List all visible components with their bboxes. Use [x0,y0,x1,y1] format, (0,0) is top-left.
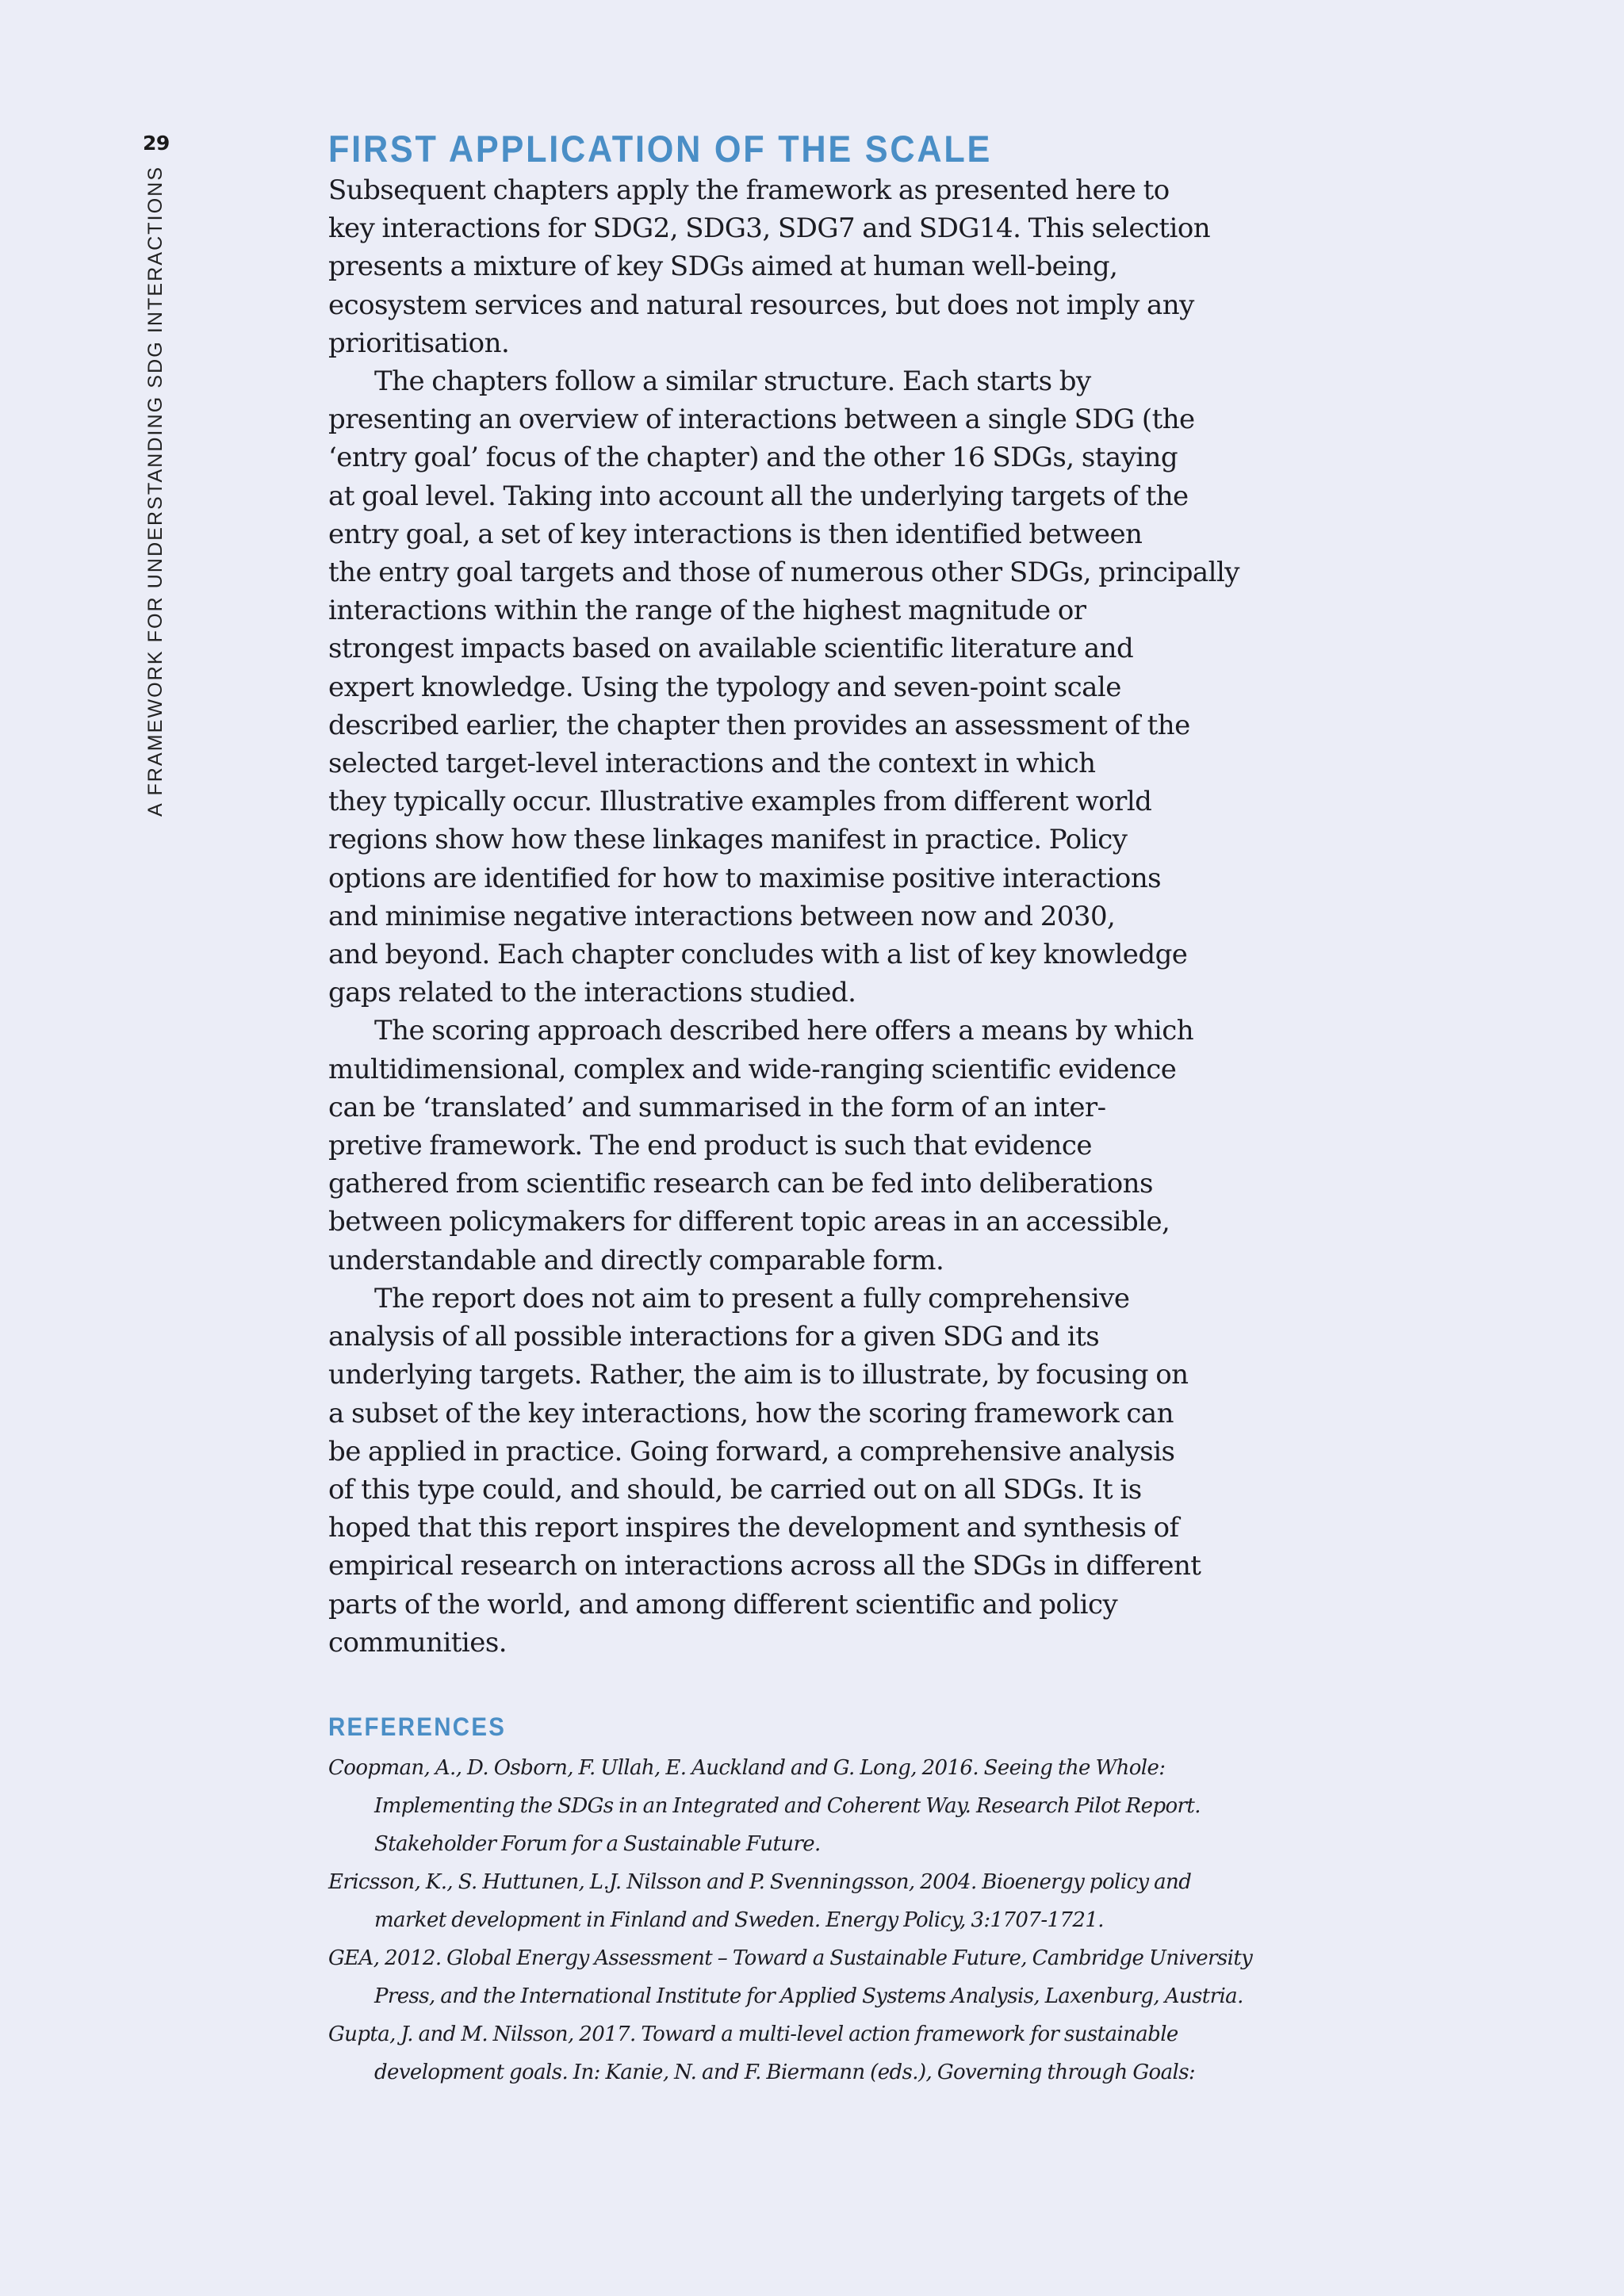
references-title: REFERENCES [328,1712,507,1741]
text-line: Subsequent chapters apply the framework as presented here to [328,174,1170,206]
text-line: regions show how these linkages manifest in practice. Policy [328,824,1128,856]
reference-line: development goals. In: Kanie, N. and F. Biermann (eds.), Governing through Goals: [374,2060,1196,2084]
body-text [328,171,1239,1662]
text-line: analysis of all possible interactions for a given SDG and its [328,1321,1100,1353]
reference-item [328,1939,1253,2015]
text-line: options are identified for how to maximise positive interactions [328,862,1162,894]
page-number: 29 [143,132,170,155]
text-line: the entry goal targets and those of numerous other SDGs, principally [328,557,1239,589]
text-line: understandable and directly comparable form. [328,1244,944,1276]
text-line: parts of the world, and among different scientific and policy [328,1588,1118,1621]
text-line: presenting an overview of interactions between a single SDG (the [328,404,1195,436]
reference-line: market development in Finland and Sweden. Energy Policy, 3:1707-1721. [374,1908,1104,1932]
text-line: presents a mixture of key SDGs aimed at human well-being, [328,251,1118,283]
text-line: expert knowledge. Using the typology and seven-point scale [328,671,1121,703]
text-line: described earlier, the chapter then provides an assessment of the [328,709,1190,741]
running-head: A FRAMEWORK FOR UNDERSTANDING SDG INTERACTIONS [144,165,167,817]
text-line: hoped that this report inspires the development and synthesis of [328,1512,1179,1544]
reference-item [328,1863,1193,1939]
text-line: underlying targets. Rather, the aim is to illustrate, by focusing on [328,1359,1189,1391]
text-line: The scoring approach described here offers a means by which [374,1015,1194,1047]
reference-item [328,2015,1196,2091]
text-line: multidimensional, complex and wide-ranging scientific evidence [328,1053,1177,1085]
text-line: communities. [328,1626,507,1659]
text-line: gaps related to the interactions studied. [328,977,856,1009]
paragraph-2 [328,362,1239,1012]
reference-line: GEA, 2012. Global Energy Assessment – Toward a Sustainable Future, Cambridge University [328,1946,1253,1970]
reference-line: Coopman, A., D. Osborn, F. Ullah, E. Auckland and G. Long, 2016. Seeing the Whole: [328,1755,1166,1780]
text-line: selected target-level interactions and the context in which [328,748,1096,780]
reference-line: Stakeholder Forum for a Sustainable Future. [374,1831,821,1856]
text-line: between policymakers for different topic areas in an accessible, [328,1206,1170,1238]
paragraph-1 [328,171,1211,362]
text-line: prioritisation. [328,327,510,359]
text-line: ecosystem services and natural resources, but does not imply any [328,289,1194,321]
text-line: The report does not aim to present a fully comprehensive [374,1282,1130,1314]
text-line: at goal level. Taking into account all the underlying targets of the [328,480,1189,512]
reference-line: Gupta, J. and M. Nilsson, 2017. Toward a multi-level action framework for sustainable [328,2022,1178,2046]
text-line: gathered from scientific research can be fed into deliberations [328,1168,1153,1200]
text-line: strongest impacts based on available scientific literature and [328,633,1134,665]
text-line: interactions within the range of the highest magnitude or [328,595,1086,627]
text-line: empirical research on interactions across all the SDGs in different [328,1550,1201,1582]
text-line: and minimise negative interactions between now and 2030, [328,900,1116,932]
main-column [328,127,1253,2091]
text-line: they typically occur. Illustrative examples from different world [328,786,1152,818]
text-line: key interactions for SDG2, SDG3, SDG7 and SDG14. This selection [328,212,1211,245]
paragraph-3 [328,1012,1193,1279]
reference-item [328,1749,1201,1863]
text-line: be applied in practice. Going forward, a comprehensive analysis [328,1435,1175,1468]
reference-line: Ericsson, K., S. Huttunen, L.J. Nilsson and P. Svenningsson, 2004. Bioenergy policy and [328,1869,1192,1894]
paragraph-4 [328,1280,1201,1662]
text-line: can be ‘translated’ and summarised in the form of an inter- [328,1091,1106,1123]
text-line: The chapters follow a similar structure. Each starts by [374,365,1091,398]
text-line: of this type could, and should, be carried out on all SDGs. It is [328,1473,1142,1506]
reference-line: Implementing the SDGs in an Integrated and Coherent Way. Research Pilot Report. [374,1793,1201,1818]
section-title: FIRST APPLICATION OF THE SCALE [328,128,993,170]
text-line: a subset of the key interactions, how the scoring framework can [328,1397,1174,1429]
text-line: pretive framework. The end product is such that evidence [328,1130,1092,1162]
text-line: entry goal, a set of key interactions is then identified between [328,518,1143,550]
text-line: ‘entry goal’ focus of the chapter) and the other 16 SDGs, staying [328,442,1178,474]
text-line: and beyond. Each chapter concludes with a list of key knowledge [328,939,1188,971]
reference-line: Press, and the International Institute for Applied Systems Analysis, Laxenburg, Austria. [374,1984,1243,2008]
references-list [328,1749,1253,2091]
